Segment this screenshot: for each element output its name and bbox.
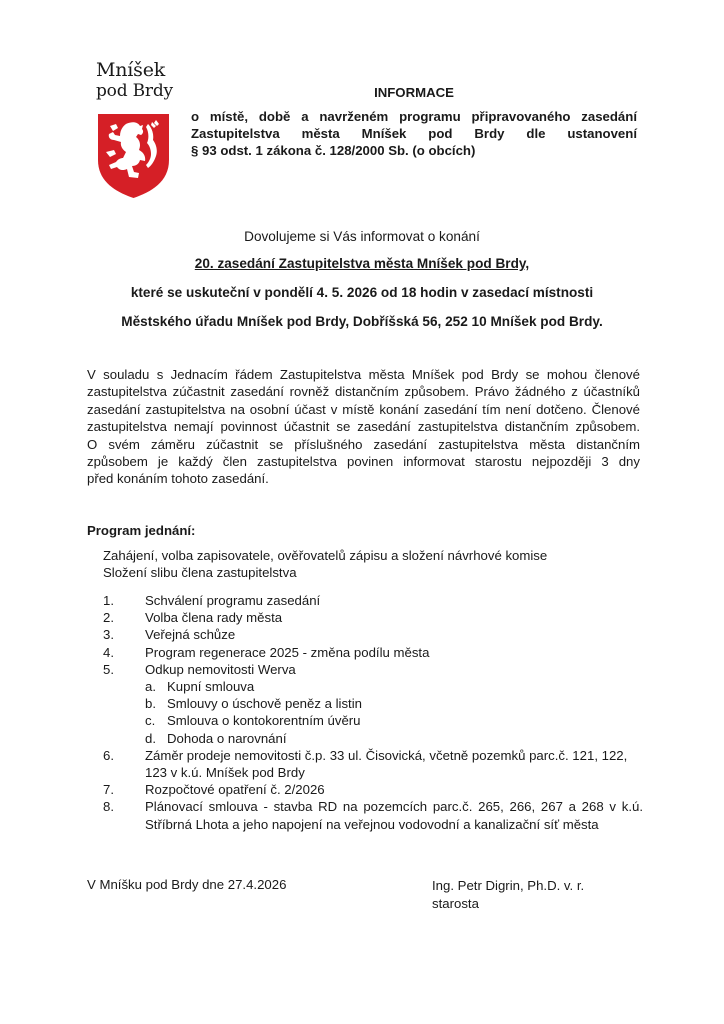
subitem-letter: c. [145, 713, 156, 729]
place-and-date: V Mníšku pod Brdy dne 27.4.2026 [87, 877, 287, 892]
item-number: 7. [103, 782, 114, 798]
item-text-line: 123 v k.ú. Mníšek pod Brdy [145, 765, 305, 781]
item-text: Volba člena rady města [145, 610, 283, 626]
program-intro [103, 547, 547, 581]
item-text: Program regenerace 2025 - změna podílu města [145, 644, 430, 660]
logo-text [96, 60, 176, 102]
meeting-title: 20. zasedání Zastupitelstva města Mníšek pod Brdy, [194, 256, 530, 271]
subtitle-line: § 93 odst. 1 zákona č. 128/2000 Sb. (o obcích) [191, 143, 476, 158]
logo-line-1: Mníšek [96, 59, 166, 81]
meeting-location: Městského úřadu Mníšek pod Brdy, Dobříšská 56, 252 10 Mníšek pod Brdy. [121, 314, 603, 329]
subitem-text: Smlouvy o úschově peněz a listin [167, 696, 362, 712]
program-subitem [145, 730, 643, 747]
item-text: Schválení programu zasedání [145, 593, 321, 608]
document-subtitle [191, 108, 637, 159]
program-sublist [145, 678, 643, 747]
logo-line-2: pod Brdy [96, 81, 173, 101]
signature-block [432, 877, 584, 912]
document-title: INFORMACE [374, 85, 454, 100]
subitem-text: Kupní smlouva [167, 679, 255, 695]
program-item [103, 592, 643, 609]
notice-line: způsobem je každý člen zastupitelstva povinen informovat starostu nejpozději 3 dny [87, 454, 640, 470]
item-text-line: Stříbrná Lhota a jeho napojení na veřejnou vodovodní a kanalizační síť města [145, 816, 599, 832]
item-text: Rozpočtové opatření č. 2/2026 [145, 782, 325, 798]
program-item [103, 626, 643, 643]
item-text: Veřejná schůze [145, 627, 236, 643]
subitem-letter: a. [145, 679, 156, 695]
program-heading: Program jednání: [87, 523, 196, 538]
subtitle-line: Zastupitelstva města Mníšek pod Brdy dle ustanovení [191, 126, 637, 141]
program-subitem [145, 695, 643, 712]
item-number: 4. [103, 644, 114, 660]
item-number: 6. [103, 747, 114, 763]
subitem-text: Dohoda o narovnání [167, 730, 287, 746]
item-text: Odkup nemovitosti Werva [145, 661, 296, 677]
subitem-letter: b. [145, 696, 156, 712]
item-number: 3. [103, 627, 114, 643]
program-item [103, 661, 643, 747]
notice-line: V souladu s Jednacím řádem Zastupitelstva města Mníšek pod Brdy se mohou členové [87, 367, 640, 382]
signatory-role: starosta [432, 895, 479, 911]
subitem-text: Smlouva o kontokorentním úvěru [167, 713, 361, 729]
item-number: 2. [103, 610, 114, 626]
program-item [103, 781, 643, 798]
program-intro-line: Složení slibu člena zastupitelstva [103, 565, 297, 580]
notice-line: zastupitelstva nemají povinnost účastnit se zasedání zastupitelstva distančním způsobem. [87, 419, 640, 435]
program-subitem [145, 712, 643, 729]
document-header [191, 85, 637, 159]
item-text-line: Záměr prodeje nemovitosti č.p. 33 ul. Čisovická, včetně pozemků parc.č. 121, 122, [145, 747, 628, 763]
program-subitem [145, 678, 643, 695]
program-list [103, 592, 643, 833]
program-item [103, 609, 643, 626]
item-number: 8. [103, 799, 114, 815]
subtitle-line: o místě, době a navrženém programu připravovaného zasedání [191, 109, 637, 124]
notice-line: O svém záměru zúčastnit se příslušného zasedání zastupitelstva města distančním [87, 436, 640, 452]
item-number: 1. [103, 593, 114, 608]
coat-of-arms-lion-icon [96, 112, 171, 200]
signatory-name: Ing. Petr Digrin, Ph.D. v. r. [432, 878, 585, 893]
program-intro-line: Zahájení, volba zapisovatele, ověřovatelů zápisu a složení návrhové komise [103, 548, 548, 563]
notice-line: před konáním tohoto zasedání. [87, 471, 269, 487]
meeting-time: které se uskuteční v pondělí 4. 5. 2026 od 18 hodin v zasedací místnosti [130, 285, 594, 300]
item-text-line: Plánovací smlouva - stavba RD na pozemcích parc.č. 265, 266, 267 a 268 v k.ú. [145, 799, 643, 815]
notice-line: zasedání zastupitelstva na osobní účast v místě konání zasedání tím není dotčeno. Členové [87, 401, 640, 417]
program-item [103, 747, 643, 781]
subitem-letter: d. [145, 730, 156, 746]
program-item [103, 644, 643, 661]
remote-participation-notice [87, 366, 640, 488]
program-item [103, 798, 643, 832]
item-number: 5. [103, 661, 114, 677]
town-logo [96, 60, 176, 102]
notice-line: zastupitelstva zúčastnit zasedání rovněž distančním způsobem. Právo žádného z účastníků [87, 384, 640, 400]
invitation-intro: Dovolujeme si Vás informovat o konání [244, 229, 480, 244]
